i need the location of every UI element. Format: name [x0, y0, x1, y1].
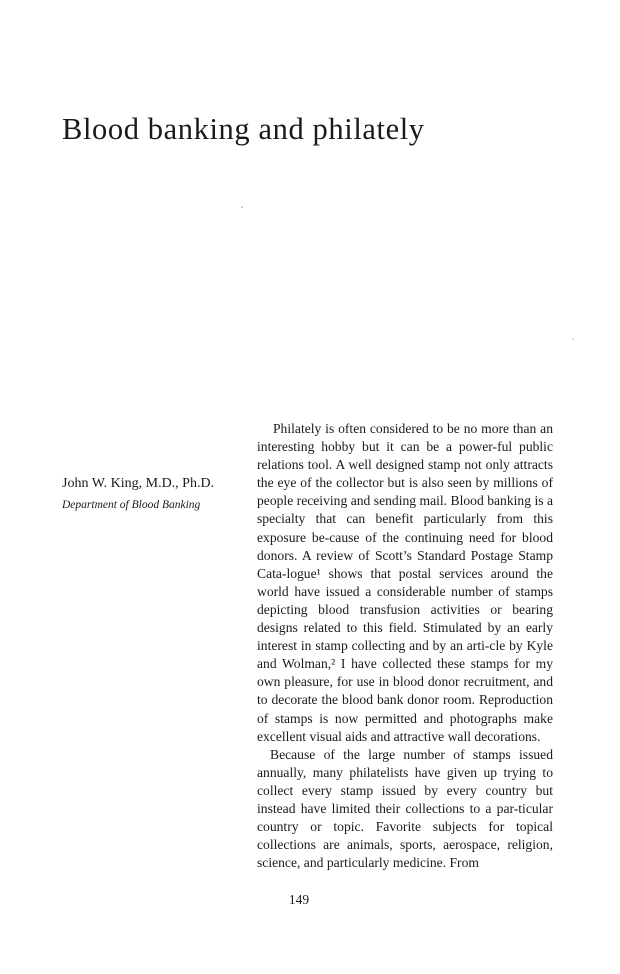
body-paragraph: Philately is often considered to be no more than an interesting hobby but it can be a power-ful public relations tool. A well designed stamp not only attracts the eye of the collector but is also seen by millions of people receiving and sending mail. Blood banking is a specialty that can benefit particularly from this exposure be-cause of the continuing need for blood donors. A review of Scott’s Standard Postage Stamp Cata-logue¹ shows that postal services around the world have issued a considerable number of stamps depicting blood transfusion activities or bearing designs related to this field. Stimulated by an early interest in stamp collecting and by an arti-cle by Kyle and Wolman,² I have collected these stamps for my own pleasure, for use in blood donor recruitment, and to decorate the blood bank donor room. Reproduction of stamps is now permitted and photographs make excellent visual aids and attractive wall decorations. [257, 421, 553, 744]
body-paragraph: Because of the large number of stamps issued annually, many philatelists have given up trying to collect every stamp issued by every country but instead have limited their collections to a par-ticular country or topic. Favorite subjects for topical collections are animals, sports, aerospace, religion, science, and particularly medicine. From [257, 746, 553, 871]
author-department: Department of Blood Banking [62, 499, 201, 511]
body-text-column [257, 420, 553, 872]
page-number: 149 [288, 892, 310, 907]
scan-speck [572, 338, 574, 340]
author-name: John W. King, M.D., Ph.D. [62, 476, 215, 491]
author-block [62, 474, 242, 514]
page-number-footer [0, 892, 620, 908]
article-title: Blood banking and philately [62, 112, 425, 146]
scan-speck [241, 206, 243, 208]
